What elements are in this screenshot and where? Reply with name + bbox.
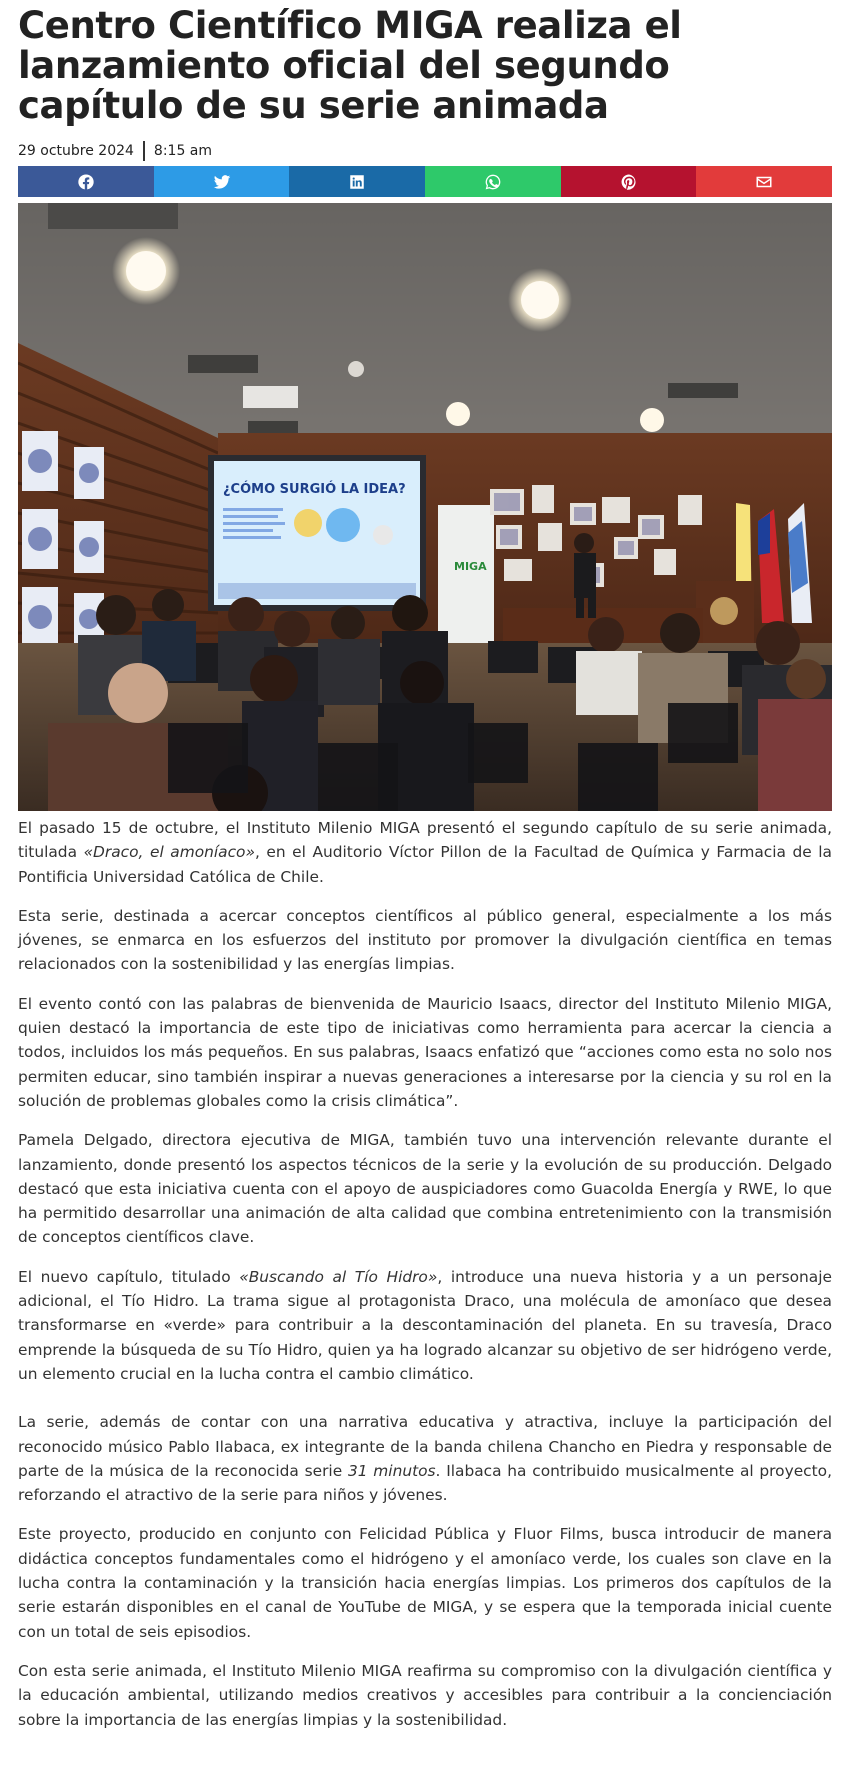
paragraph-1	[18, 816, 832, 889]
envelope-icon	[755, 173, 773, 191]
paragraph-2: Esta serie, destinada a acercar conceptos científicos al público general, especialmente a los más jóvenes, se enmarca en los esfuerzos del instituto por promover la divulgación científica en temas relacionados con la sostenibilidad y las energías limpias.	[18, 906, 832, 974]
paragraph-3: El evento contó con las palabras de bienvenida de Mauricio Isaacs, director del Instituto Milenio MIGA, quien destacó la importancia de este tipo de iniciativas como herramienta para acercar la ciencia a todos, incluidos los más pequeños. En sus palabras, Isaacs enfatizó que “acciones como esta no solo nos permiten educar, sino también inspirar a nuevas generaciones a interesarse por la ciencia y su rol en la solución de problemas globales como la crisis climática”.	[18, 994, 832, 1110]
share-pinterest-button[interactable]	[561, 166, 697, 197]
share-bar	[18, 166, 832, 197]
share-linkedin-button[interactable]	[289, 166, 425, 197]
share-email-button[interactable]	[696, 166, 832, 197]
paragraph-7: Este proyecto, producido en conjunto con Felicidad Pública y Fluor Films, busca introducir de manera didáctica conceptos fundamentales como el hidrógeno y el amoníaco verde, los cuales son clave en la lucha contra la contaminación y la transición hacia energías limpias. Los primeros dos capítulos de la serie estarán disponibles en el canal de YouTube de MIGA, y se espera que la temporada inicial cuente con un total de seis episodios.	[18, 1525, 832, 1641]
article-date: 29 octubre 2024	[18, 143, 134, 159]
screen-heading: ¿CÓMO SURGIÓ LA IDEA?	[223, 482, 406, 497]
paragraph-5-text-a: El nuevo capítulo, titulado	[18, 1267, 240, 1286]
paragraph-5-text-c: , introduce una nueva historia y a un personaje adicional, el Tío Hidro. La trama sigue al protagonista Draco, una molécula de amoníaco que desea transformarse en «verde» para contribuir a la descontaminación del planeta. En su travesía, Draco emprende la búsqueda de su Tío Hidro, quien ya ha logrado alcanzar su objetivo de ser hidrógeno verde, un elemento crucial en la lucha contra el cambio climático.	[18, 1267, 832, 1383]
paragraph-5	[18, 1265, 832, 1386]
facebook-icon	[77, 173, 95, 191]
paragraph-6-text-c: . Ilabaca ha contribuido musicalmente al proyecto, reforzando el atractivo de la serie para niños y jóvenes.	[18, 1461, 832, 1505]
paragraph-6-show-title: 31 minutos	[347, 1461, 436, 1480]
article-meta	[18, 140, 212, 162]
linkedin-icon	[348, 173, 366, 191]
paragraph-1-text-a: El pasado 15 de octubre, el Instituto Milenio MIGA presentó el segundo capítulo de su serie animada, titulada	[18, 819, 832, 862]
paragraph-6-text-a: La serie, además de contar con una narrativa educativa y atractiva, incluye la participación del reconocido músico Pablo Ilabaca, ex integrante de la banda chilena Chancho en Piedra y responsable de parte de la música de la reconocida serie	[18, 1413, 832, 1480]
share-facebook-button[interactable]	[18, 166, 154, 197]
paragraph-1-text-c: , en el Auditorio Víctor Pillon de la Facultad de Química y Farmacia de la Pontificia Universidad Católica de Chile.	[18, 843, 832, 886]
paragraph-5-episode-title: «Buscando al Tío Hidro»	[239, 1267, 438, 1286]
paragraph-8: Con esta serie animada, el Instituto Milenio MIGA reafirma su compromiso con la divulgación científica y la educación ambiental, utilizando medios creativos y accesibles para contribuir a la concienciación sobre la importancia de las energías limpias y la sostenibilidad.	[18, 1661, 832, 1729]
article-body	[18, 816, 832, 1747]
meta-divider	[143, 141, 145, 161]
twitter-icon	[213, 173, 231, 191]
paragraph-6	[18, 1410, 832, 1507]
paragraph-1-series-title: «Draco, el amoníaco»	[83, 843, 255, 862]
hero-photo	[18, 203, 832, 811]
article-time: 8:15 am	[153, 143, 213, 159]
auditorium-photo	[18, 203, 832, 811]
whatsapp-icon	[484, 173, 502, 191]
pinterest-icon	[620, 173, 638, 191]
banner-logo: MIGA	[454, 560, 487, 573]
share-twitter-button[interactable]	[154, 166, 290, 197]
paragraph-4: Pamela Delgado, directora ejecutiva de MIGA, también tuvo una intervención relevante durante el lanzamiento, donde presentó los aspectos técnicos de la serie y la evolución de su producción. Delgado destacó que esta iniciativa cuenta con el apoyo de auspiciadores como Guacolda Energía y RWE, lo que ha permitido desarrollar una animación de alta calidad que combina entretenimiento con la transmisión de conceptos científicos clave.	[18, 1131, 832, 1247]
share-whatsapp-button[interactable]	[425, 166, 561, 197]
article-title: Centro Científico MIGA realiza el lanzamiento oficial del segundo capítulo de su serie animada	[18, 4, 682, 127]
